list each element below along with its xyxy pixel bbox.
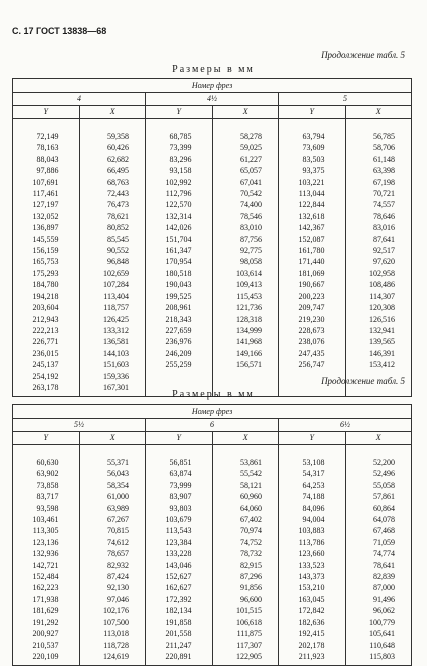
value-column-y: 72,149 78,163 88,043 97,886 107,691 117,461 127,197 132,052 136,897 145,559 156,159 165,753 175,293 184,780 194,218 203,604 212,943 222,213 226,771 236,015 245,137 254,192 263,178 xyxy=(32,132,59,392)
continuation-note-1: Продолжение табл. 5 xyxy=(321,50,405,60)
column-header-y: Y xyxy=(13,432,80,445)
column-header-x: X xyxy=(79,432,146,445)
value-column-y: 68,785 73,399 83,296 93,158 102,992 112,796 122,570 132,314 142,026 151,704 161,347 170,954 180,518 190,043 199,525 208,961 218,343 227,659 236,976 246,209 255,259 xyxy=(165,132,192,370)
page-header: С. 17 ГОСТ 13838—68 xyxy=(12,26,107,36)
value-column-y: 63,794 73,609 83,503 93,375 103,221 113,044 122,844 132,618 142,367 152,087 161,780 171,440 181,069 190,667 200,223 209,747 219,230 228,673 238,076 247,435 256,747 xyxy=(298,132,325,370)
continuation-note-2: Продолжение табл. 5 xyxy=(321,376,405,386)
group-header: 4 xyxy=(13,93,146,106)
column-header-y: Y xyxy=(13,106,80,119)
column-header-x: X xyxy=(212,432,279,445)
dimensions-table-2 xyxy=(12,404,412,666)
value-column-x: 52,200 52,496 55,058 57,861 60,864 64,078 67,468 71,059 74,774 78,641 82,839 87,000 91,496 96,062 100,779 105,641 110,648 115,803 xyxy=(369,458,395,661)
value-column-x: 56,785 58,706 61,148 63,398 67,198 70,721 74,557 78,646 83,016 87,641 92,517 97,620 102,958 108,486 114,307 120,308 126,516 132,941 139,565 146,391 153,412 xyxy=(369,132,395,370)
column-header-x: X xyxy=(212,106,279,119)
value-column-y: 53,108 54,317 64,253 74,188 84,096 94,004 103,883 113,786 123,660 133,523 143,373 153,210 163,045 172,842 182,636 192,415 202,178 211,923 xyxy=(298,458,325,661)
value-column-y: 56,851 63,874 73,999 83,907 93,803 103,679 113,543 123,384 133,228 143,046 152,627 162,627 172,392 182,134 191,858 201,558 211,247 220,891 xyxy=(165,458,192,661)
column-header-y: Y xyxy=(279,432,346,445)
cutter-number-header: Номер фрез xyxy=(13,405,412,419)
column-header-x: X xyxy=(345,106,412,119)
table-title-1: Размеры в мм xyxy=(172,64,255,75)
column-header-x: X xyxy=(345,432,412,445)
value-column-x: 58,278 59,025 61,227 65,057 67,041 70,542 74,400 78,546 83,010 87,756 92,775 98,058 103,614 109,413 115,453 121,736 128,318 134,999 141,968 149,166 156,571 xyxy=(236,132,262,370)
table-title-2: Размеры в мм xyxy=(172,389,255,400)
dimensions-table-1 xyxy=(12,78,412,397)
cutter-number-header: Номер фрез xyxy=(13,79,412,93)
group-header: 5 xyxy=(279,93,412,106)
value-column-x: 59,358 60,426 62,682 66,495 68,763 72,443 76,473 78,621 80,852 85,545 90,552 96,848 102,659 107,284 113,404 118,757 126,425 133,312 136,581 144,103 151,603 159,336 167,301 xyxy=(103,132,129,392)
group-header: 6 xyxy=(146,419,279,432)
column-header-x: X xyxy=(79,106,146,119)
column-header-y: Y xyxy=(146,432,213,445)
value-column-x: 55,371 56,043 58,354 61,000 63,989 67,267 70,815 74,612 78,657 82,932 87,424 92,130 97,046 102,176 107,500 113,018 118,728 124,619 xyxy=(103,458,129,661)
group-header: 6½ xyxy=(279,419,412,432)
value-column-x: 53,861 55,542 58,121 60,960 64,060 67,402 70,974 74,752 78,732 82,915 87,296 91,856 96,600 101,515 106,618 111,875 117,307 122,905 xyxy=(236,458,262,661)
group-header: 4½ xyxy=(146,93,279,106)
group-header: 5½ xyxy=(13,419,146,432)
column-header-y: Y xyxy=(146,106,213,119)
column-header-y: Y xyxy=(279,106,346,119)
value-column-y: 60,630 63,902 73,858 83,717 93,598 103,461 113,305 123,136 132,936 142,721 152,484 162,223 171,938 181,629 191,292 200,927 210,537 220,109 xyxy=(32,458,59,661)
